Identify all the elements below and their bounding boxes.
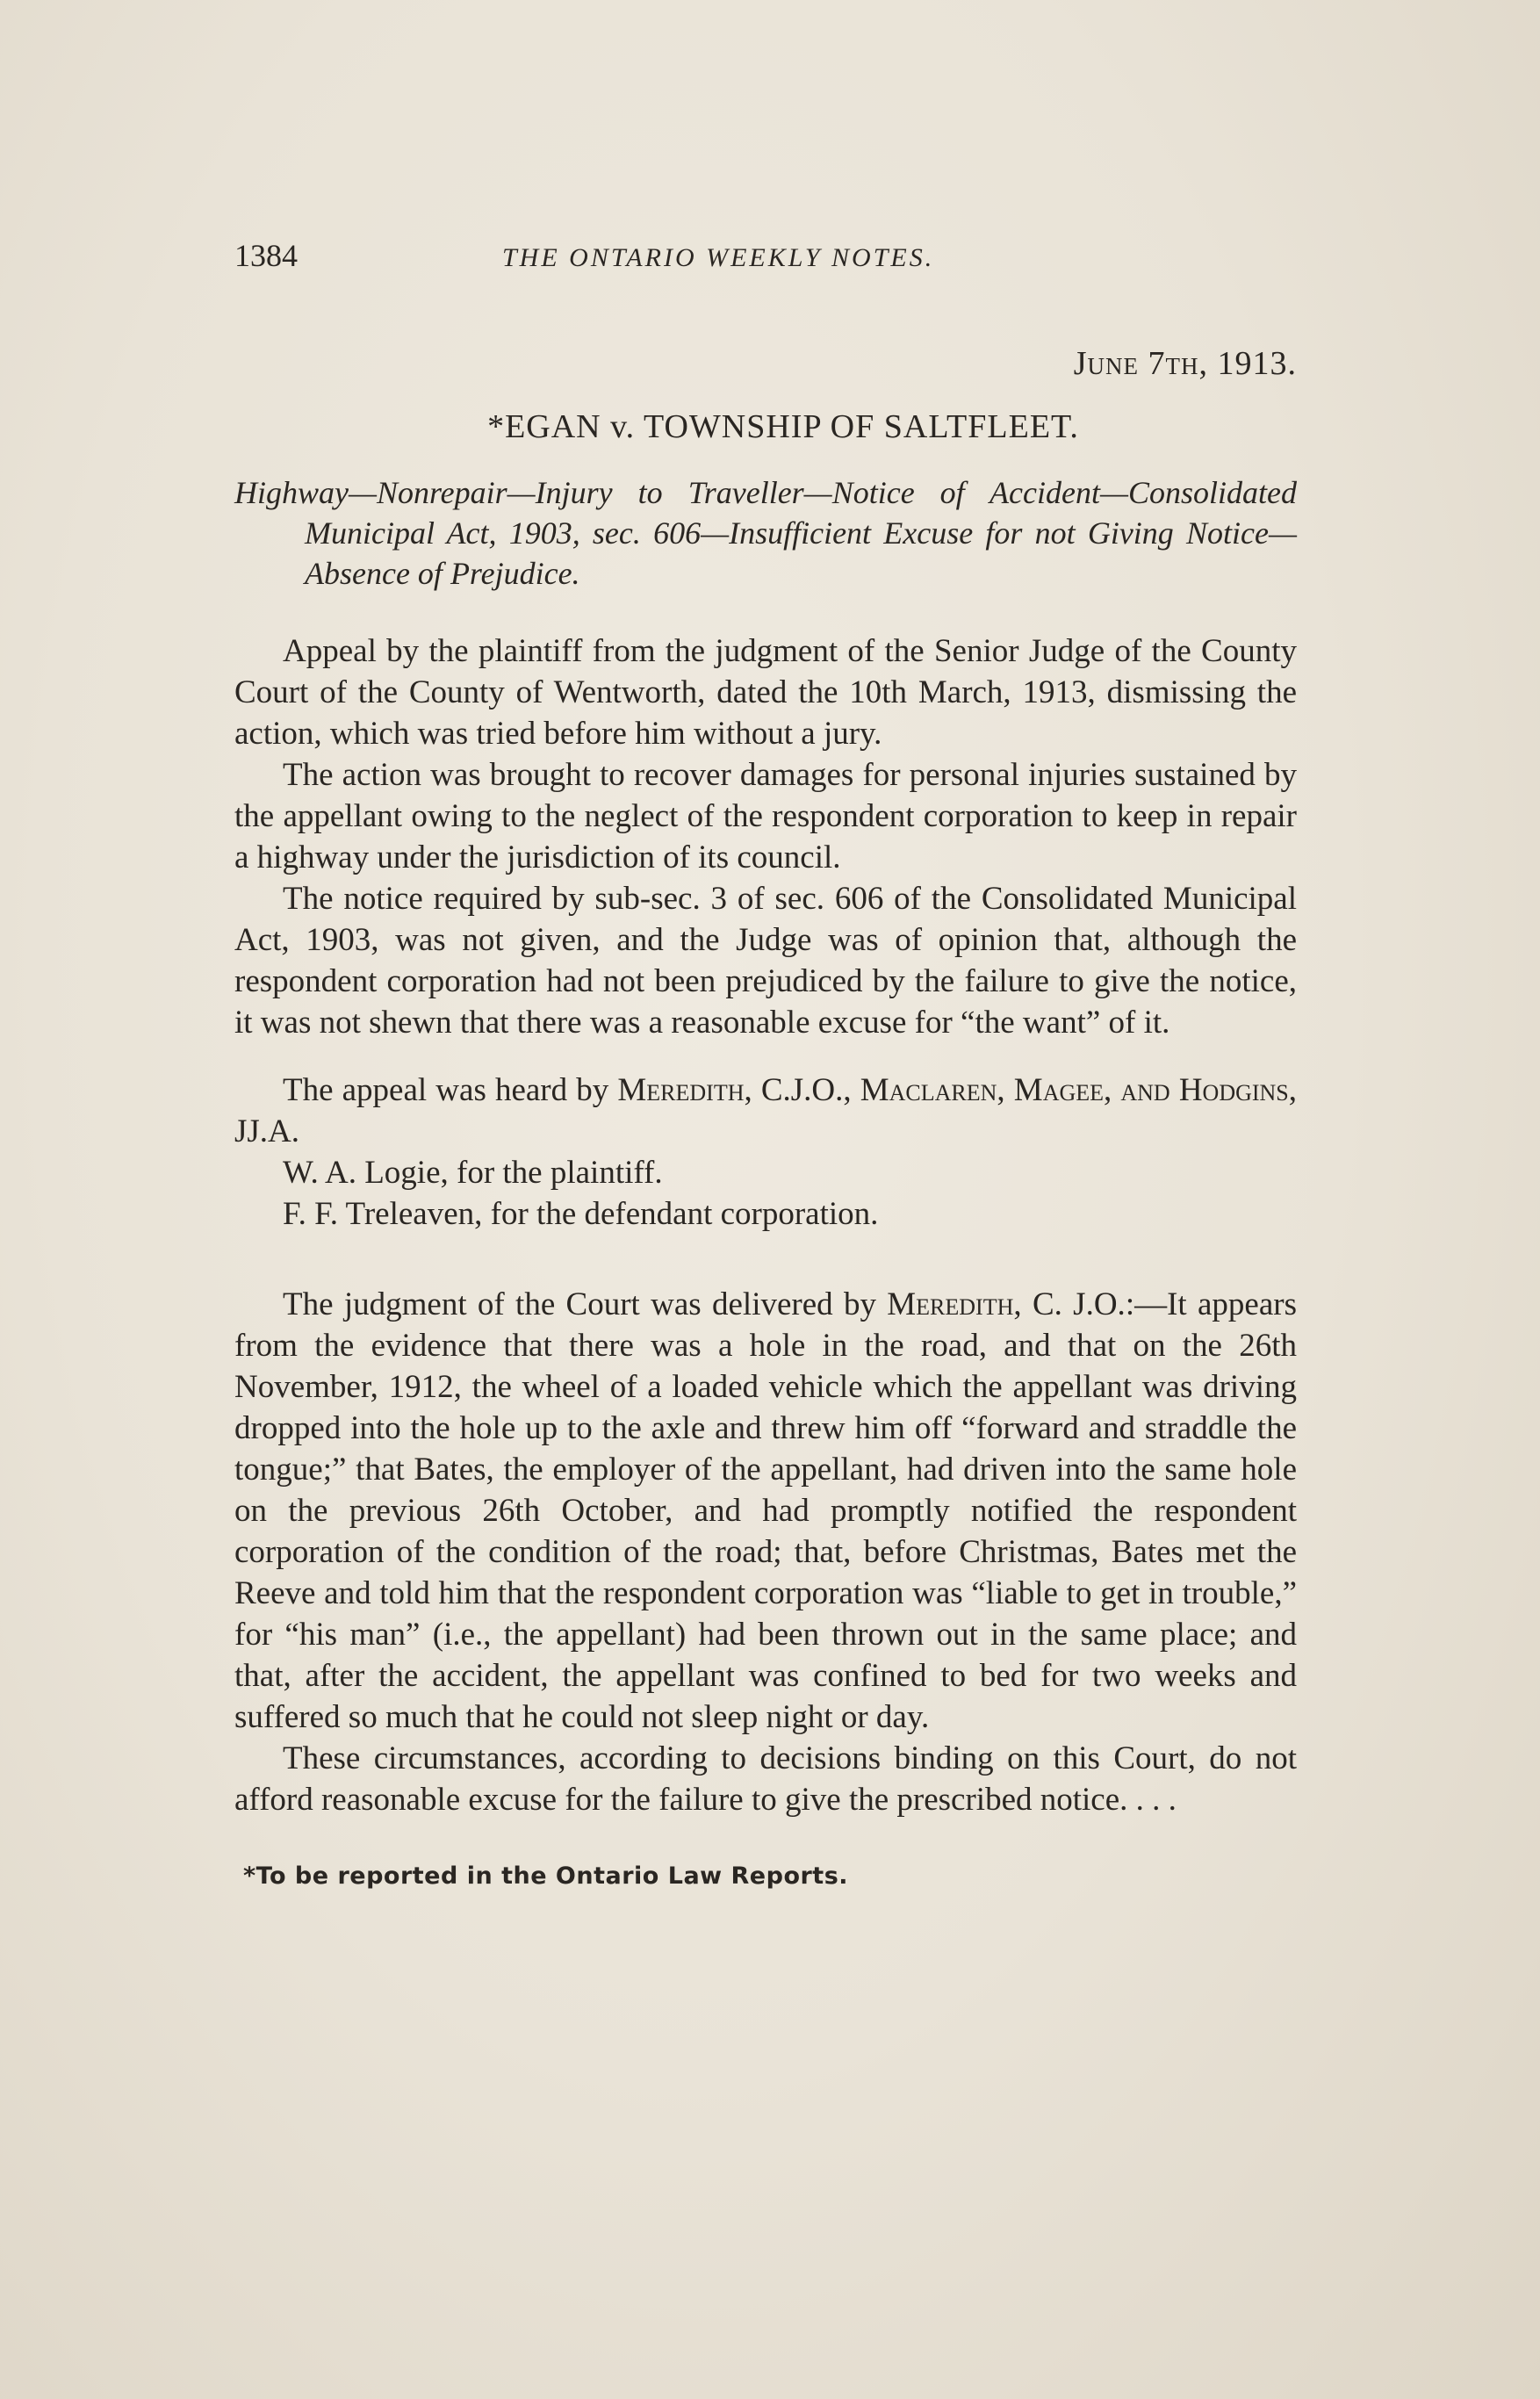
counsel-plaintiff: W. A. Logie, for the plaintiff.: [283, 1155, 663, 1191]
hearing-judges: Meredith, C.J.O., Maclaren, Magee, and Hodgins, JJ.A.: [234, 1072, 1298, 1149]
page-number: 1384: [234, 238, 298, 273]
headnote: Highway—Nonrepair—Injury to Traveller—Notice of Accident—Consolidated Municipal Act, 1903, sec. 606—Insufficient Excuse for not Giving Notice—Absence of Prejudice.: [234, 475, 1297, 591]
case-title: *EGAN v. TOWNSHIP OF SALTFLEET.: [487, 408, 1079, 445]
counsel-defendant: F. F. Treleaven, for the defendant corporation.: [283, 1196, 879, 1232]
paragraph-action: The action was brought to recover damages for personal injuries sustained by the appellant owing to the neglect of the respondent corporation to keep in repair a highway under the jurisdiction of its council.: [234, 757, 1297, 875]
paragraph-appeal: Appeal by the plaintiff from the judgment of the Senior Judge of the County Court of the County of Wentworth, dated the 10th March, 1913, dismissing the action, which was tried before him without a jury.: [234, 633, 1297, 752]
paragraph-notice: The notice required by sub-sec. 3 of sec. 606 of the Consolidated Municipal Act, 1903, was not given, and the Judge was of opinion that, although the respondent corporation had not been prejudiced by the failure to give the notice, it was not shewn that there was a reasonable excuse for “the want” of it.: [234, 881, 1297, 1041]
text-column: [234, 237, 1297, 1890]
judgment-intro: The judgment of the Court was delivered by: [283, 1286, 876, 1322]
decision-date: June 7th, 1913.: [1073, 345, 1297, 382]
hearing-line: [234, 1070, 1297, 1152]
judgment-paragraph: [234, 1284, 1297, 1738]
judgment-conclusion: These circumstances, according to decisions binding on this Court, do not afford reasonable excuse for the failure to give the prescribed notice. . . .: [234, 1740, 1297, 1818]
judgment-judge: Meredith, C. J.O.: [887, 1286, 1126, 1322]
hearing-intro: The appeal was heard by: [283, 1072, 609, 1108]
journal-title: THE ONTARIO WEEKLY NOTES.: [502, 243, 935, 272]
footnote: *To be reported in the Ontario Law Reports.: [243, 1862, 849, 1890]
running-head: [234, 237, 1297, 290]
judgment-text: :—It appears from the evidence that there was a hole in the road, and that on the 26th November, 1912, the wheel of a loaded vehicle which the appellant was driving dropped into the hole up to the axle and threw him off “forward and straddle the tongue;” that Bates, the employer of the appellant, had driven into the same hole on the previous 26th October, and had promptly notified the respondent corporation of the condition of the road; that, before Christmas, Bates met the Reeve and told him that the respondent corporation was “liable to get in trouble,” for “his man” (i.e., the appellant) had been thrown out in the same place; and that, after the accident, the appellant was confined to bed for two weeks and suffered so much that he could not sleep night or day.: [234, 1286, 1297, 1735]
